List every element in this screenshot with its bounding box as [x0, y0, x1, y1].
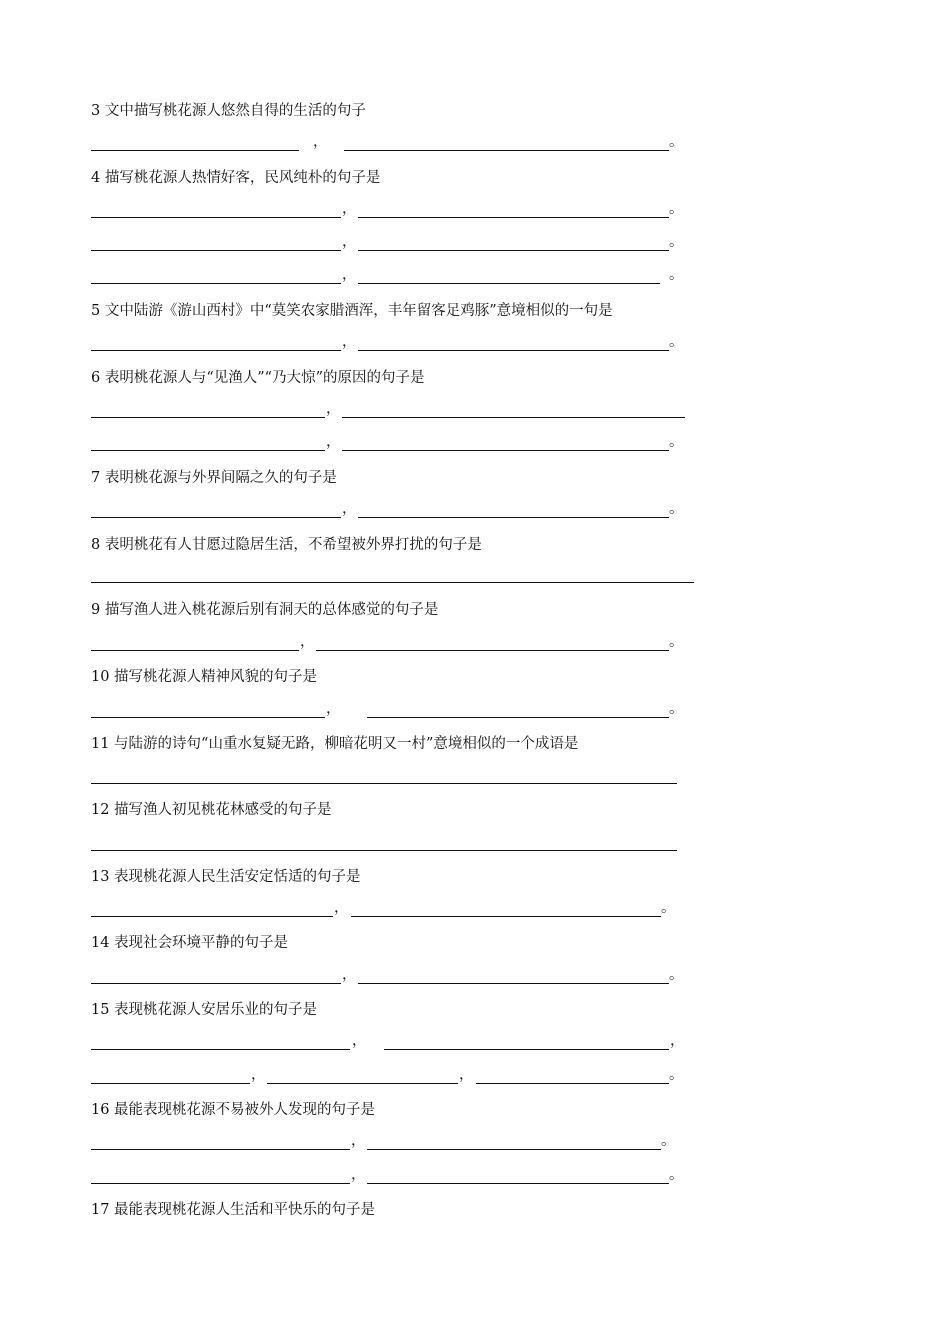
question-4: 4 描写桃花源人热情好客，民风纯朴的句子是: [91, 170, 381, 186]
question-3: 3 文中描写桃花源人悠然自得的生活的句子: [91, 103, 366, 119]
answer-row: [0, 1165, 950, 1185]
question-13: 13 表现桃花源人民生活安定恬适的句子是: [91, 869, 361, 885]
answer-blank[interactable]: [358, 265, 660, 284]
question-10: 10 描写桃花源人精神风貌的句子是: [91, 669, 318, 685]
period: 。: [661, 1133, 676, 1149]
answer-blank[interactable]: [344, 132, 669, 151]
period: 。: [669, 634, 684, 650]
answer-blank[interactable]: [476, 1065, 669, 1084]
answer-blank[interactable]: [384, 1031, 669, 1050]
answer-blank[interactable]: [91, 965, 341, 984]
period: 。: [669, 201, 684, 217]
comma: ，: [351, 1167, 366, 1183]
answer-row: [0, 1065, 950, 1085]
period: 。: [669, 334, 684, 350]
answer-row: [0, 965, 950, 985]
question-6: 6 表明桃花源人与“见渔人”“乃大惊”的原因的句子是: [91, 370, 425, 386]
answer-blank[interactable]: [91, 564, 694, 583]
period: 。: [669, 234, 684, 250]
answer-row: [0, 265, 950, 285]
comma: ，: [342, 501, 357, 517]
answer-blank[interactable]: [91, 632, 299, 651]
answer-blank[interactable]: [91, 199, 341, 218]
question-11: 11 与陆游的诗句“山重水复疑无路，柳暗花明又一村”意境相似的一个成语是: [91, 736, 579, 752]
period: 。: [669, 434, 684, 450]
question-12: 12 描写渔人初见桃花林感受的句子是: [91, 802, 332, 818]
comma: ，: [326, 434, 341, 450]
answer-blank[interactable]: [342, 399, 685, 418]
comma: ，: [342, 967, 357, 983]
answer-blank[interactable]: [367, 699, 669, 718]
answer-row: [0, 399, 950, 419]
answer-row: [0, 199, 950, 219]
answer-row: [0, 832, 950, 852]
period: 。: [669, 1167, 684, 1183]
answer-row: [0, 765, 950, 785]
period: 。: [669, 134, 684, 150]
answer-blank[interactable]: [91, 1131, 350, 1150]
question-17: 17 最能表现桃花源人生活和平快乐的句子是: [91, 1202, 376, 1218]
question-15: 15 表现桃花源人安居乐业的句子是: [91, 1002, 318, 1018]
answer-blank[interactable]: [91, 699, 325, 718]
question-14: 14 表现社会环境平静的句子是: [91, 935, 289, 951]
period: 。: [661, 900, 676, 916]
answer-blank[interactable]: [358, 499, 669, 518]
answer-row: [0, 1131, 950, 1151]
answer-blank[interactable]: [367, 1165, 669, 1184]
answer-blank[interactable]: [267, 1065, 458, 1084]
answer-blank[interactable]: [91, 332, 341, 351]
answer-row: [0, 564, 950, 584]
comma: ，: [342, 334, 357, 350]
answer-blank[interactable]: [91, 265, 341, 284]
comma: ，: [670, 1033, 685, 1049]
question-16: 16 最能表现桃花源不易被外人发现的句子是: [91, 1102, 376, 1118]
comma: ，: [342, 267, 357, 283]
comma: ，: [251, 1067, 266, 1083]
answer-blank[interactable]: [91, 499, 341, 518]
answer-row: [0, 332, 950, 352]
answer-blank[interactable]: [91, 132, 299, 151]
question-9: 9 描写渔人进入桃花源后别有洞天的总体感觉的句子是: [91, 602, 439, 618]
comma: ，: [326, 401, 341, 417]
answer-row: [0, 699, 950, 719]
answer-row: [0, 132, 950, 152]
comma: ，: [342, 201, 357, 217]
answer-row: [0, 232, 950, 252]
answer-blank[interactable]: [91, 765, 677, 784]
answer-blank[interactable]: [91, 1065, 250, 1084]
comma: ，: [300, 634, 315, 650]
comma: ，: [459, 1067, 474, 1083]
answer-row: [0, 898, 950, 918]
answer-row: [0, 499, 950, 519]
comma: ，: [351, 1133, 366, 1149]
question-7: 7 表明桃花源与外界间隔之久的句子是: [91, 470, 337, 486]
question-5: 5 文中陆游《游山西村》中“莫笑农家腊酒浑，丰年留客足鸡豚”意境相似的一句是: [91, 303, 613, 319]
comma: ，: [352, 1033, 367, 1049]
answer-blank[interactable]: [351, 898, 661, 917]
answer-blank[interactable]: [91, 1165, 350, 1184]
answer-blank[interactable]: [91, 399, 325, 418]
answer-row: [0, 432, 950, 452]
answer-blank[interactable]: [316, 632, 669, 651]
answer-blank[interactable]: [358, 199, 669, 218]
answer-blank[interactable]: [91, 1031, 350, 1050]
answer-blank[interactable]: [91, 232, 341, 251]
answer-blank[interactable]: [91, 432, 325, 451]
answer-blank[interactable]: [358, 965, 669, 984]
comma: ，: [342, 234, 357, 250]
answer-blank[interactable]: [367, 1131, 661, 1150]
answer-blank[interactable]: [342, 432, 669, 451]
answer-row: [0, 632, 950, 652]
answer-blank[interactable]: [91, 832, 677, 851]
answer-blank[interactable]: [358, 332, 669, 351]
comma: ，: [334, 900, 349, 916]
period: 。: [669, 967, 684, 983]
comma: ，: [326, 701, 341, 717]
answer-row: [0, 1031, 950, 1051]
period: 。: [669, 501, 684, 517]
question-8: 8 表明桃花有人甘愿过隐居生活，不希望被外界打扰的句子是: [91, 537, 482, 553]
comma: ，: [313, 134, 328, 150]
answer-blank[interactable]: [358, 232, 669, 251]
period: 。: [669, 1067, 684, 1083]
period: 。: [669, 701, 684, 717]
answer-blank[interactable]: [91, 898, 333, 917]
period: 。: [669, 267, 684, 283]
